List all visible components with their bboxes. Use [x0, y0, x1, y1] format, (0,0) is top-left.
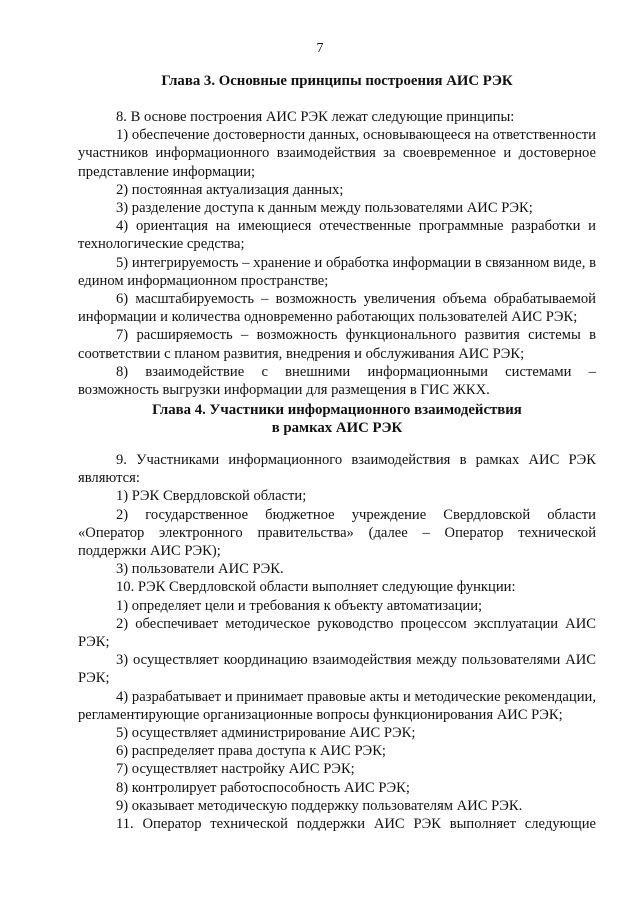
page-number: 7: [316, 41, 324, 56]
paragraph: 4) ориентация на имеющиеся отечественные программные разработки и технологические средства;: [78, 218, 596, 253]
paragraph: 5) осуществляет администрирование АИС РЭК;: [116, 725, 416, 742]
paragraph: 3) пользователи АИС РЭК.: [116, 561, 284, 578]
chapter-3-title: Глава 3. Основные принципы построения АИС РЭК: [161, 73, 513, 89]
paragraph: 9) оказывает методическую поддержку пользователям АИС РЭК.: [116, 797, 523, 814]
paragraph: 1) обеспечение достоверности данных, основывающееся на ответственности участников информационного взаимодействия за своевременное и достоверное представление информации;: [78, 127, 596, 180]
paragraph: 5) интегрируемость – хранение и обработка информации в связанном виде, в едином информационном пространстве;: [78, 254, 596, 289]
paragraph: 2) постоянная актуализация данных;: [116, 181, 344, 198]
chapter-4-title-line-1: Глава 4. Участники информационного взаимодействия: [152, 402, 522, 418]
paragraph: 10. РЭК Свердловской области выполняет следующие функции:: [116, 579, 516, 596]
paragraph: 6) распределяет права доступа к АИС РЭК;: [116, 743, 386, 760]
paragraph: 11. Оператор технической поддержки АИС РЭК выполняет следующие: [116, 816, 596, 833]
chapter-4-title-line-2: в рамках АИС РЭК: [271, 420, 403, 436]
paragraph: 1) определяет цели и требования к объекту автоматизации;: [116, 597, 483, 614]
paragraph: 3) осуществляет координацию взаимодействия между пользователями АИС РЭК;: [78, 652, 596, 687]
paragraph: 1) РЭК Свердловской области;: [116, 488, 307, 505]
paragraph: 4) разрабатывает и принимает правовые акты и методические рекомендации, регламентирующие организационные вопросы функционирования АИС РЭК;: [78, 688, 596, 723]
chapter-4-title: [78, 401, 596, 437]
paragraph: 8) контролирует работоспособность АИС РЭК;: [116, 779, 410, 796]
paragraph: 3) разделение доступа к данным между пользователями АИС РЭК;: [116, 200, 533, 217]
paragraph: 2) государственное бюджетное учреждение Свердловской области «Оператор электронного правительства» (далее – Оператор технической поддержки АИС РЭК);: [78, 506, 596, 560]
paragraph: 2) обеспечивает методическое руководство процессом эксплуатации АИС РЭК;: [78, 615, 596, 651]
chapter-4-body: [78, 451, 596, 833]
chapter-3-body: [78, 108, 596, 399]
paragraph: 8) взаимодействие с внешними информационными системами – возможность выгрузки информации для размещения в ГИС ЖКХ.: [78, 363, 596, 399]
paragraph: 9. Участниками информационного взаимодействия в рамках АИС РЭК являются:: [78, 452, 596, 487]
paragraph: 7) расширяемость – возможность функционального развития системы в соответствии с планом развития, внедрения и обслуживания АИС РЭК;: [78, 327, 596, 362]
paragraph: 8. В основе построения АИС РЭК лежат следующие принципы:: [116, 109, 515, 125]
paragraph: 6) масштабируемость – возможность увеличения объема обрабатываемой информации и количества одновременно работающих пользователей АИС РЭК;: [78, 291, 596, 326]
paragraph: 7) осуществляет настройку АИС РЭК;: [116, 761, 355, 778]
